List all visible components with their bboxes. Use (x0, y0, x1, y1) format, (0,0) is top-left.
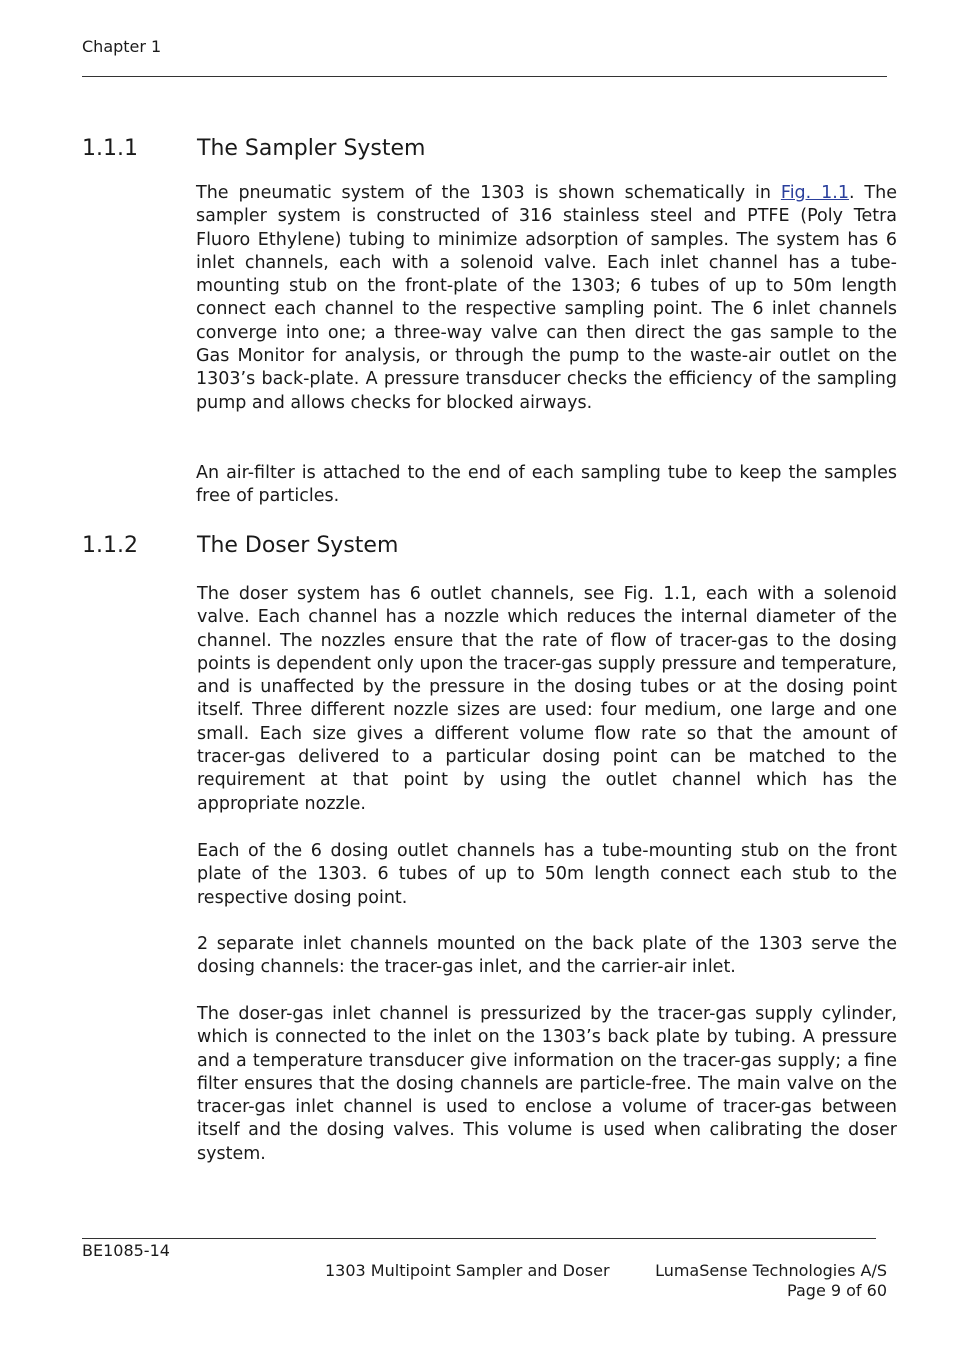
doser-paragraph-3: 2 separate inlet channels mounted on the back plate of the 1303 serve the dosing channels: the tracer-gas inlet, and the carrier-air inlet. (197, 934, 897, 978)
footer-rule (82, 1238, 876, 1239)
doser-paragraph-1: The doser system has 6 outlet channels, see Fig. 1.1, each with a solenoid valve. Each channel has a nozzle which reduces the internal diameter of the channel. The nozzles ensure that the rate of flow of tracer-gas to the dosing points is dependent only upon the tracer-gas supply pressure and temperature, and is unaffected by the pressure in the dosing tubes or at the dosing point itself. Three different nozzle sizes are used: four medium, one large and one small. Each size gives a different volume flow rate so that the amount of tracer-gas delivered to a particular dosing point can be matched to the requirement at that point by using the outlet channel which has the appropriate nozzle. (197, 584, 897, 814)
section-title: The Doser System (197, 533, 399, 558)
section-heading-doser (82, 533, 398, 559)
chapter-header: Chapter 1 (82, 37, 162, 56)
paragraph-text: The pneumatic system of the 1303 is shown schematically in (196, 183, 781, 203)
paragraph-text: . The sampler system is constructed of 316 stainless steel and PTFE (Poly Tetra Fluoro Ethylene) tubing to minimize adsorption of samples. The system has 6 inlet channels, each with a solenoid valve. Each inlet channel has a tube-mounting stub on the front-plate of the 1303; 6 tubes of up to 50m length connect each channel to the respective sampling point. The 6 inlet channels converge into one; a three-way valve can then direct the gas sample to the Gas Monitor for analysis, or through the pump to the waste-air outlet on the 1303’s back-plate. A pressure transducer checks the efficiency of the sampling pump and allows checks for blocked airways. (196, 183, 897, 413)
header-rule (82, 76, 887, 77)
footer-title: 1303 Multipoint Sampler and Doser (325, 1261, 610, 1280)
section-number: 1.1.1 (82, 136, 138, 161)
section-heading-sampler (82, 136, 425, 162)
fig-1-1-link[interactable]: Fig. 1.1 (780, 183, 849, 203)
section-title: The Sampler System (197, 136, 426, 161)
doser-paragraph-2: Each of the 6 dosing outlet channels has a tube-mounting stub on the front plate of the 1303. 6 tubes of up to 50m length connect each stub to the respective dosing point. (197, 841, 897, 908)
footer-page-number: Page 9 of 60 (787, 1281, 887, 1300)
footer-doc-id: BE1085-14 (82, 1241, 170, 1260)
sampler-paragraph-2: An air-filter is attached to the end of each sampling tube to keep the samples free of particles. (196, 463, 897, 507)
doser-paragraph-4: The doser-gas inlet channel is pressurized by the tracer-gas supply cylinder, which is connected to the inlet on the 1303’s back plate by tubing. A pressure and a temperature transducer give information on the tracer-gas supply; a fine filter ensures that the dosing channels are particle-free. The main valve on the tracer-gas inlet channel is used to enclose a volume of tracer-gas between itself and the dosing valves. This volume is used when calibrating the doser system. (197, 1004, 897, 1164)
section-number: 1.1.2 (82, 533, 138, 558)
sampler-paragraph-1 (196, 182, 897, 415)
footer-company: LumaSense Technologies A/S (655, 1261, 887, 1280)
